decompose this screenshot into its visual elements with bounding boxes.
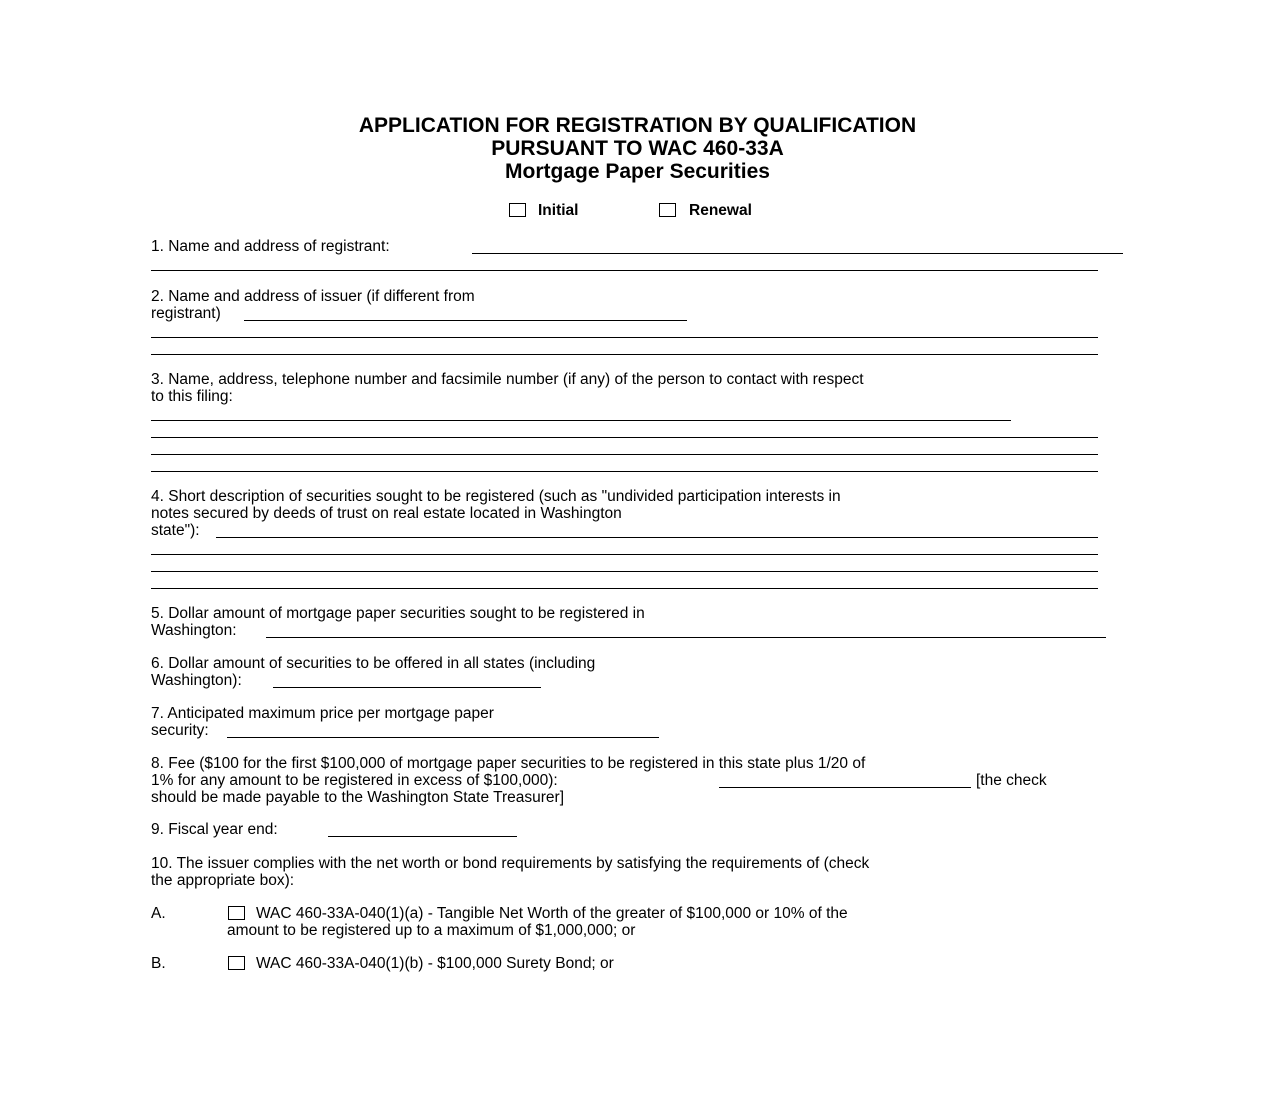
q4-field-line-2[interactable] <box>151 554 1098 555</box>
form-subtitle: PURSUANT TO WAC 460-33A <box>491 137 784 160</box>
initial-checkbox[interactable] <box>509 203 526 217</box>
q1-label: 1. Name and address of registrant: <box>151 238 390 255</box>
option-a-text-cont: amount to be registered up to a maximum of $1,000,000; or <box>227 922 636 939</box>
q2-field-line-2[interactable] <box>151 337 1098 338</box>
q8-label-tail: [the check <box>976 772 1047 789</box>
option-b-checkbox[interactable] <box>228 956 245 970</box>
q6-field-line[interactable] <box>273 687 541 688</box>
q6-label: 6. Dollar amount of securities to be offered in all states (including <box>151 655 596 672</box>
q3-label-cont: to this filing: <box>151 388 233 405</box>
q5-label: 5. Dollar amount of mortgage paper securities sought to be registered in <box>151 605 645 622</box>
q3-label: 3. Name, address, telephone number and facsimile number (if any) of the person to contact with respect <box>151 371 864 388</box>
option-a-label: A. <box>151 905 166 922</box>
q3-field-line[interactable] <box>151 420 1011 421</box>
q8-label-cont: 1% for any amount to be registered in excess of $100,000): <box>151 772 558 789</box>
renewal-label: Renewal <box>689 202 752 219</box>
q3-field-line-3[interactable] <box>151 454 1098 455</box>
q8-label-cont-2: should be made payable to the Washington State Treasurer] <box>151 789 565 806</box>
q3-field-line-4[interactable] <box>151 471 1098 472</box>
q2-field-line[interactable] <box>244 320 687 321</box>
q9-label: 9. Fiscal year end: <box>151 821 278 838</box>
renewal-checkbox[interactable] <box>659 203 676 217</box>
option-a-checkbox[interactable] <box>228 906 245 920</box>
q4-label-cont-2: state"): <box>151 522 200 539</box>
form-title: APPLICATION FOR REGISTRATION BY QUALIFICATION <box>358 114 917 137</box>
q4-label-cont: notes secured by deeds of trust on real estate located in Washington <box>151 505 622 522</box>
q4-field-line-4[interactable] <box>151 588 1098 589</box>
q9-field-line[interactable] <box>328 836 517 837</box>
option-b-text: WAC 460-33A-040(1)(b) - $100,000 Surety Bond; or <box>256 955 614 972</box>
q7-label-cont: security: <box>151 722 209 739</box>
option-a-text: WAC 460-33A-040(1)(a) - Tangible Net Worth of the greater of $100,000 or 10% of the <box>256 905 848 922</box>
q7-field-line[interactable] <box>227 737 659 738</box>
q1-field-line-2[interactable] <box>151 270 1098 271</box>
q7-label: 7. Anticipated maximum price per mortgage paper <box>151 705 494 722</box>
q4-label: 4. Short description of securities sought to be registered (such as "undivided participation interests in <box>151 488 841 505</box>
q6-label-cont: Washington): <box>151 672 242 689</box>
q5-label-cont: Washington: <box>151 622 237 639</box>
q4-field-line[interactable] <box>216 537 1098 538</box>
q2-label: 2. Name and address of issuer (if different from <box>151 288 475 305</box>
q5-field-line[interactable] <box>266 637 1106 638</box>
q1-field-line[interactable] <box>472 253 1123 254</box>
form-subject: Mortgage Paper Securities <box>505 160 770 183</box>
q8-label: 8. Fee ($100 for the first $100,000 of mortgage paper securities to be registered in this state plus 1/20 of <box>151 755 866 772</box>
q3-field-line-2[interactable] <box>151 437 1098 438</box>
option-b-label: B. <box>151 955 166 972</box>
q4-field-line-3[interactable] <box>151 571 1098 572</box>
initial-label: Initial <box>538 202 579 219</box>
q2-label-cont: registrant) <box>151 305 221 322</box>
q2-field-line-3[interactable] <box>151 354 1098 355</box>
q10-label: 10. The issuer complies with the net worth or bond requirements by satisfying the requirements of (check <box>151 855 870 872</box>
q10-label-cont: the appropriate box): <box>151 872 295 889</box>
q8-fee-field-line[interactable] <box>719 787 971 788</box>
